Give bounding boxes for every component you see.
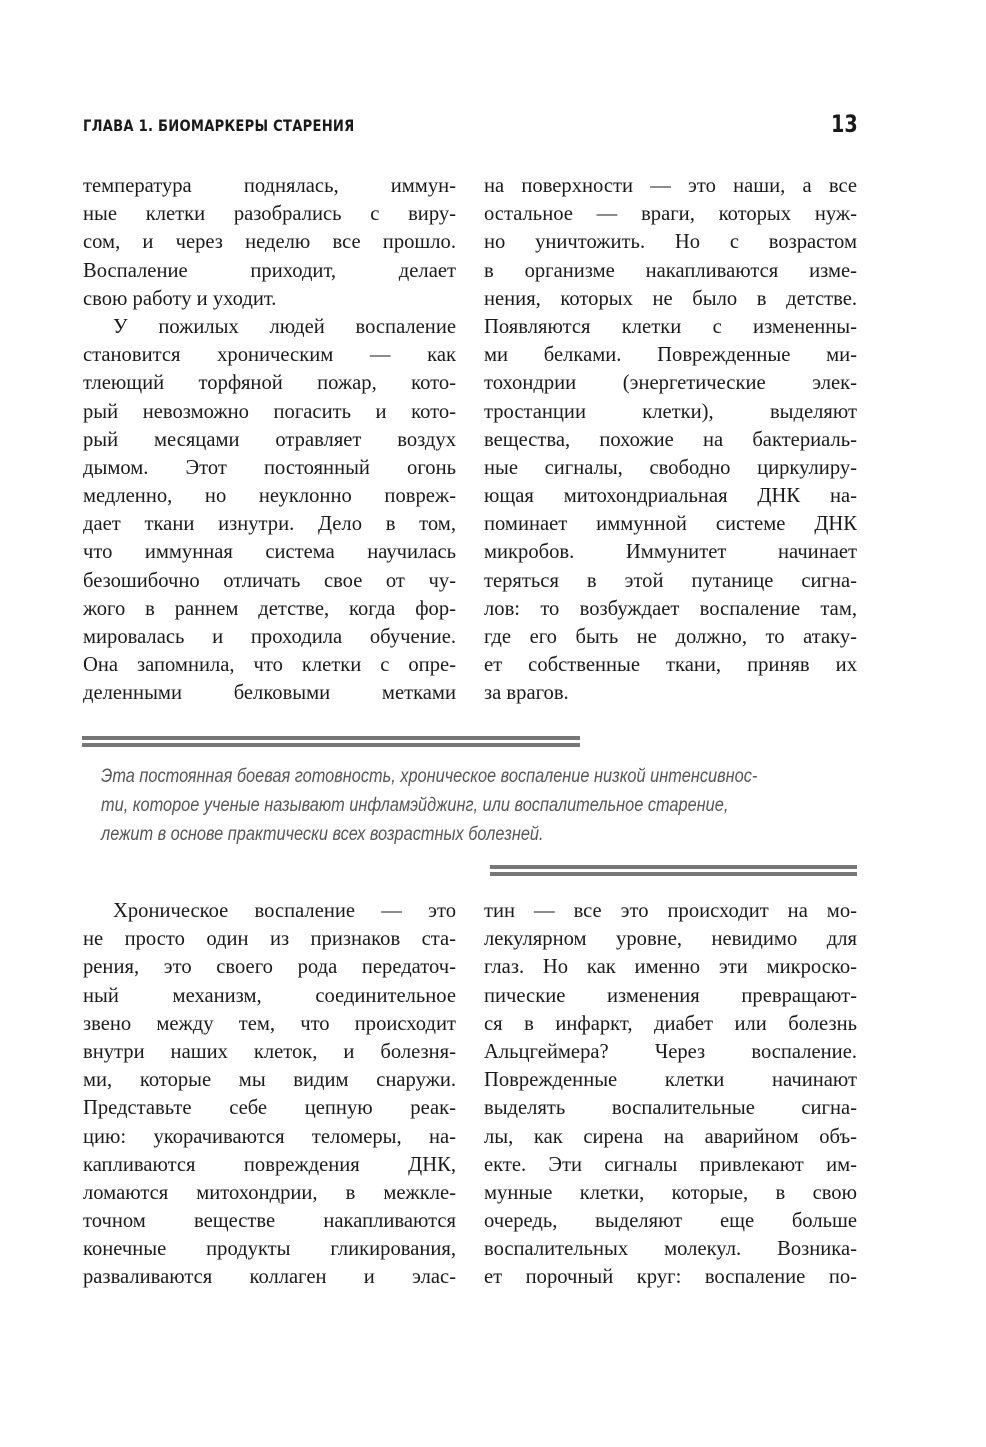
text-line: мировалась и проходила обучение. [83,626,456,648]
text-line: вещества, похожие на бактериаль- [484,428,857,451]
text-line: медленно, но неуклонно повреж- [83,485,456,508]
text-line: пические изменения превращают- [484,984,857,1007]
text-line: на поверхности — это наши, а все [484,175,857,197]
text-line: остальное — враги, которых нуж- [484,203,857,226]
text-line: дает ткани изнутри. Дело в том, [83,513,456,536]
text-line: тростанции клетки), выделяют [484,400,857,423]
text-line: нения, которых не было в детстве. [484,287,857,310]
text-line: лекулярном уровне, невидимо для [484,928,857,951]
text-line: температура поднялась, иммун- [83,175,456,197]
pullquote-line: ти, которое ученые называют инфламэйджинг, или воспалительное старение, [101,795,729,816]
pullquote-bottom-rule [490,865,857,876]
rule-bar [82,736,580,740]
text-line: где его быть не должно, то атаку- [484,626,857,648]
text-line: звено между тем, что происходит [83,1012,456,1035]
text-line: выделять воспалительные сигна- [484,1097,857,1120]
lower-right-column [484,897,857,1292]
rule-bar [490,865,857,869]
text-line: конечные продукты гликирования, [83,1238,456,1261]
text-line: ные сигналы, свободно циркулиру- [484,456,857,479]
text-line: Появляются клетки с измененны- [484,315,857,338]
rule-bar [490,872,857,876]
lower-left-column [83,897,456,1292]
text-line: становится хроническим — как [83,344,456,367]
text-line: ломаются митохондрии, в межкле- [83,1181,456,1204]
text-line: деленными белковыми метками [83,682,456,705]
text-line: цию: укорачиваются теломеры, на- [83,1125,456,1148]
text-line: ные клетки разобрались с виру- [83,203,456,226]
upper-left-column [83,172,456,708]
text-line: лов: то возбуждает воспаление там, [484,597,857,620]
pullquote-line: лежит в основе практически всех возрастных болезней. [101,824,544,845]
text-line: капливаются повреждения ДНК, [83,1153,456,1176]
text-line: тохондрии (энергетические элек- [484,372,857,395]
text-line: безошибочно отличать свое от чу- [83,569,456,592]
text-line: ющая митохондриальная ДНК на- [484,485,857,508]
text-line: ми белками. Поврежденные ми- [484,344,857,367]
pullquote [101,762,861,849]
pullquote-top-rule [82,736,580,747]
running-head: ГЛАВА 1. БИОМАРКЕРЫ СТАРЕНИЯ [83,116,355,135]
text-line: ет порочный круг: воспаление по- [484,1266,857,1289]
text-line: рения, это своего рода передаточ- [83,956,456,979]
text-line: очередь, выделяют еще больше [484,1210,857,1233]
pullquote-line: Эта постоянная боевая готовность, хроническое воспаление низкой интенсивнос- [101,766,758,787]
text-line: дымом. Этот постоянный огонь [83,456,456,479]
text-line: Она запомнила, что клетки с опре- [83,654,456,677]
text-line: Поврежденные клетки начинают [484,1069,857,1092]
text-line: ся в инфаркт, диабет или болезнь [484,1012,857,1035]
text-line: сом, и через неделю все прошло. [83,231,456,254]
text-line: тин — все это происходит на мо- [484,900,857,922]
text-line: что иммунная система научилась [83,541,456,564]
rule-bar [82,743,580,747]
upper-right-column [484,172,857,708]
text-line: глаз. Но как именно эти микроско- [484,956,857,979]
text-line: внутри наших клеток, и болезня- [83,1040,456,1063]
text-line: поминает иммунной системе ДНК [484,513,857,536]
text-line: екте. Эти сигналы привлекают им- [484,1153,857,1176]
text-line: Альцгеймера? Через воспаление. [484,1040,857,1063]
text-line: жого в раннем детстве, когда фор- [83,597,456,620]
text-line: микробов. Иммунитет начинает [484,541,857,564]
text-line: Воспаление приходит, делает [83,259,456,282]
text-line: мунные клетки, которые, в свою [484,1181,857,1204]
text-line: рый невозможно погасить и кото- [83,400,456,423]
text-line: Представьте себе цепную реак- [83,1097,456,1120]
text-line: не просто один из признаков ста- [83,928,456,951]
text-line: ми, которые мы видим снаружи. [83,1069,456,1092]
text-line: У пожилых людей воспаление [113,315,456,338]
text-line: свою работу и уходит. [83,287,277,310]
text-line: в организме накапливаются изме- [484,259,857,282]
text-line: Хроническое воспаление — это [113,900,456,922]
text-line: ный механизм, соединительное [83,984,456,1007]
text-line: за врагов. [484,682,569,705]
text-line: лы, как сирена на аварийном объ- [484,1125,857,1148]
text-line: ет собственные ткани, приняв их [484,654,857,677]
text-line: воспалительных молекул. Возника- [484,1238,857,1261]
text-line: теряться в этой путанице сигна- [484,569,857,592]
text-line: разваливаются коллаген и элас- [83,1266,456,1289]
text-line: но уничтожить. Но с возрастом [484,231,857,254]
text-line: точном веществе накапливаются [83,1210,456,1233]
page-number: 13 [831,110,858,138]
text-line: рый месяцами отравляет воздух [83,428,456,451]
text-line: тлеющий торфяной пожар, кото- [83,372,456,395]
